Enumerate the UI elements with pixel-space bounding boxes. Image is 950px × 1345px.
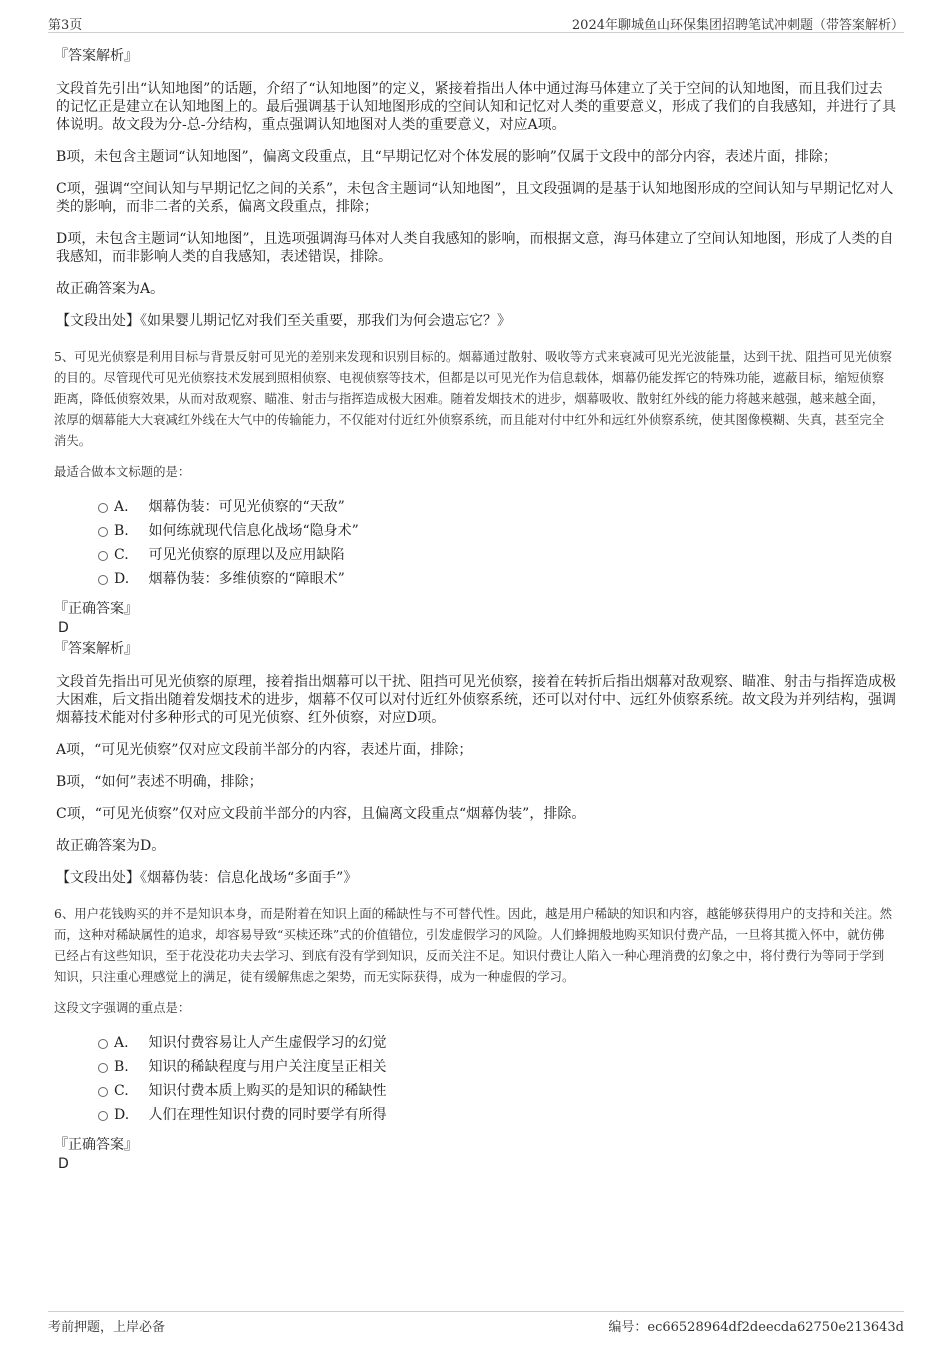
q5-analysis-main: 文段首先指出可见光侦察的原理，接着指出烟幕可以干扰、阻挡可见光侦察，接着在转折后指出烟幕对敌观察、瞄准、射击与指挥造成极大困难，后文指出随着发烟技术的进步，烟幕不仅可以对付近红外侦察系统，还可以对付中、远红外侦察系统。故文段为并列结构，强调烟幕技术能对付多种形式的可见光侦察、红外侦察，对应D项。 xyxy=(56,674,896,726)
page-header xyxy=(48,12,904,33)
q5-answer: D xyxy=(58,620,69,636)
footer-slogan: 考前押题，上岸必备 xyxy=(48,1320,166,1335)
document-title: 2024年聊城鱼山环保集团招聘笔试冲刺题（带答案解析） xyxy=(571,18,904,33)
q6-answer-heading: 『正确答案』 xyxy=(54,1137,138,1153)
q5-option-c[interactable] xyxy=(56,543,896,567)
page-number: 第3页 xyxy=(48,18,83,33)
q5-option-d[interactable] xyxy=(56,567,896,591)
option-text: 烟幕伪装：可见光侦察的“天敌” xyxy=(148,499,345,515)
q6-prompt: 这段文字强调的重点是： xyxy=(54,1000,191,1015)
q4-source: 【文段出处】《如果婴儿期记忆对我们至关重要，那我们为何会遗忘它？》 xyxy=(56,313,511,329)
radio-icon[interactable] xyxy=(98,1039,108,1049)
q5-conclusion: 故正确答案为D。 xyxy=(56,838,166,854)
q6-options xyxy=(56,1031,896,1127)
option-text: 知识付费本质上购买的是知识的稀缺性 xyxy=(148,1083,387,1099)
q4-analysis-heading: 『答案解析』 xyxy=(54,48,138,64)
q4-analysis-main: 文段首先引出“认知地图”的话题，介绍了“认知地图”的定义，紧接着指出人体中通过海马体建立了关于空间的认知地图，而且我们过去的记忆正是建立在认知地图上的。最后强调基于认知地图形成的空间认知和记忆对人类的重要意义，形成了我们的自我感知，并进行了具体说明。故文段为分-总-分结构，重点强调认知地图对人类的重要意义，对应A项。 xyxy=(56,81,896,133)
option-text: 人们在理性知识付费的同时要学有所得 xyxy=(148,1107,387,1123)
option-text: 烟幕伪装：多维侦察的“障眼术” xyxy=(148,571,345,587)
option-letter: C. xyxy=(114,1083,129,1099)
option-letter: D. xyxy=(114,571,130,587)
option-letter: B. xyxy=(114,523,129,539)
option-text: 知识的稀缺程度与用户关注度呈正相关 xyxy=(148,1059,387,1075)
q5-passage: 5、可见光侦察是利用目标与背景反射可见光的差别来发现和识别目标的。烟幕通过散射、吸收等方式来衰减可见光光波能量，达到干扰、阻挡可见光侦察的目的。尽管现代可见光侦察技术发展到照相侦察、电视侦察等技术，但都是以可见光作为信息载体，烟幕仍能发挥它的特殊功能，遮蔽目标，缩短侦察距离，降低侦察效果，从而对敌观察、瞄准、射击与指挥造成极大困难。随着发烟技术的进步，烟幕吸收、散射红外线的能力将越来越强，越来越全面，浓厚的烟幕能大大衰减红外线在大气中的传输能力，不仅能对付近红外侦察系统，而且能对付中红外和远红外侦察系统，使其图像模糊、失真，甚至完全消失。 xyxy=(54,349,893,448)
option-text: 如何练就现代信息化战场“隐身术” xyxy=(148,523,359,539)
document-code: 编号：ec66528964df2deecda62750e213643d xyxy=(608,1320,904,1335)
q4-conclusion: 故正确答案为A。 xyxy=(56,281,165,297)
radio-icon[interactable] xyxy=(98,527,108,537)
radio-icon[interactable] xyxy=(98,575,108,585)
radio-icon[interactable] xyxy=(98,1087,108,1097)
q5-analysis-c: C项，“可见光侦察”仅对应文段前半部分的内容，且偏离文段重点“烟幕伪装”，排除。 xyxy=(56,806,586,822)
q5-option-b[interactable] xyxy=(56,519,896,543)
option-letter: C. xyxy=(114,547,129,563)
q5-analysis-a: A项，“可见光侦察”仅对应文段前半部分的内容，表述片面，排除； xyxy=(56,742,473,758)
q4-analysis-b: B项，未包含主题词“认知地图”，偏离文段重点，且“早期记忆对个体发展的影响”仅属于文段中的部分内容，表述片面，排除； xyxy=(56,149,837,165)
q4-analysis-c: C项，强调“空间认知与早期记忆之间的关系”，未包含主题词“认知地图”，且文段强调的是基于认知地图形成的空间认知与早期记忆对人类的影响，而非二者的关系，偏离文段重点，排除； xyxy=(56,181,894,215)
q6-answer: D xyxy=(58,1156,69,1172)
option-letter: A. xyxy=(114,499,129,515)
q5-analysis-b: B项，“如何”表述不明确，排除； xyxy=(56,774,263,790)
option-letter: B. xyxy=(114,1059,129,1075)
q4-analysis-d: D项，未包含主题词“认知地图”，且选项强调海马体对人类自我感知的影响，而根据文意，海马体建立了空间认知地图，形成了人类的自我感知，而非影响人类的自我感知，表述错误，排除。 xyxy=(56,231,894,265)
q5-prompt: 最适合做本文标题的是： xyxy=(54,464,191,479)
q6-option-b[interactable] xyxy=(56,1055,896,1079)
radio-icon[interactable] xyxy=(98,503,108,513)
q5-answer-heading: 『正确答案』 xyxy=(54,601,138,617)
q6-passage: 6、用户花钱购买的并不是知识本身，而是附着在知识上面的稀缺性与不可替代性。因此，越是用户稀缺的知识和内容，越能够获得用户的支持和关注。然而，这种对稀缺属性的追求，却容易导致“买椟还珠”式的价值错位，引发虚假学习的风险。人们蜂拥般地购买知识付费产品，一旦将其揽入怀中，就仿佛已经占有这些知识，至于花没花功夫去学习、到底有没有学到知识，反而关注不足。知识付费让人陷入一种心理消费的幻象之中，将付费行为等同于学到知识，只注重心理感觉上的满足，徒有缓解焦虑之架势，而无实际获得，成为一种虚假的学习。 xyxy=(54,906,893,984)
q5-analysis-heading: 『答案解析』 xyxy=(54,641,138,657)
q5-options xyxy=(56,495,896,591)
q5-option-a[interactable] xyxy=(56,495,896,519)
q6-option-a[interactable] xyxy=(56,1031,896,1055)
page-footer xyxy=(48,1311,904,1336)
q5-source: 【文段出处】《烟幕伪装：信息化战场“多面手”》 xyxy=(56,870,358,886)
option-text: 可见光侦察的原理以及应用缺陷 xyxy=(148,547,345,563)
radio-icon[interactable] xyxy=(98,1063,108,1073)
radio-icon[interactable] xyxy=(98,551,108,561)
option-text: 知识付费容易让人产生虚假学习的幻觉 xyxy=(148,1035,387,1051)
option-letter: D. xyxy=(114,1107,130,1123)
page-content xyxy=(56,44,896,1173)
q6-option-c[interactable] xyxy=(56,1079,896,1103)
radio-icon[interactable] xyxy=(98,1111,108,1121)
q6-option-d[interactable] xyxy=(56,1103,896,1127)
option-letter: A. xyxy=(114,1035,129,1051)
